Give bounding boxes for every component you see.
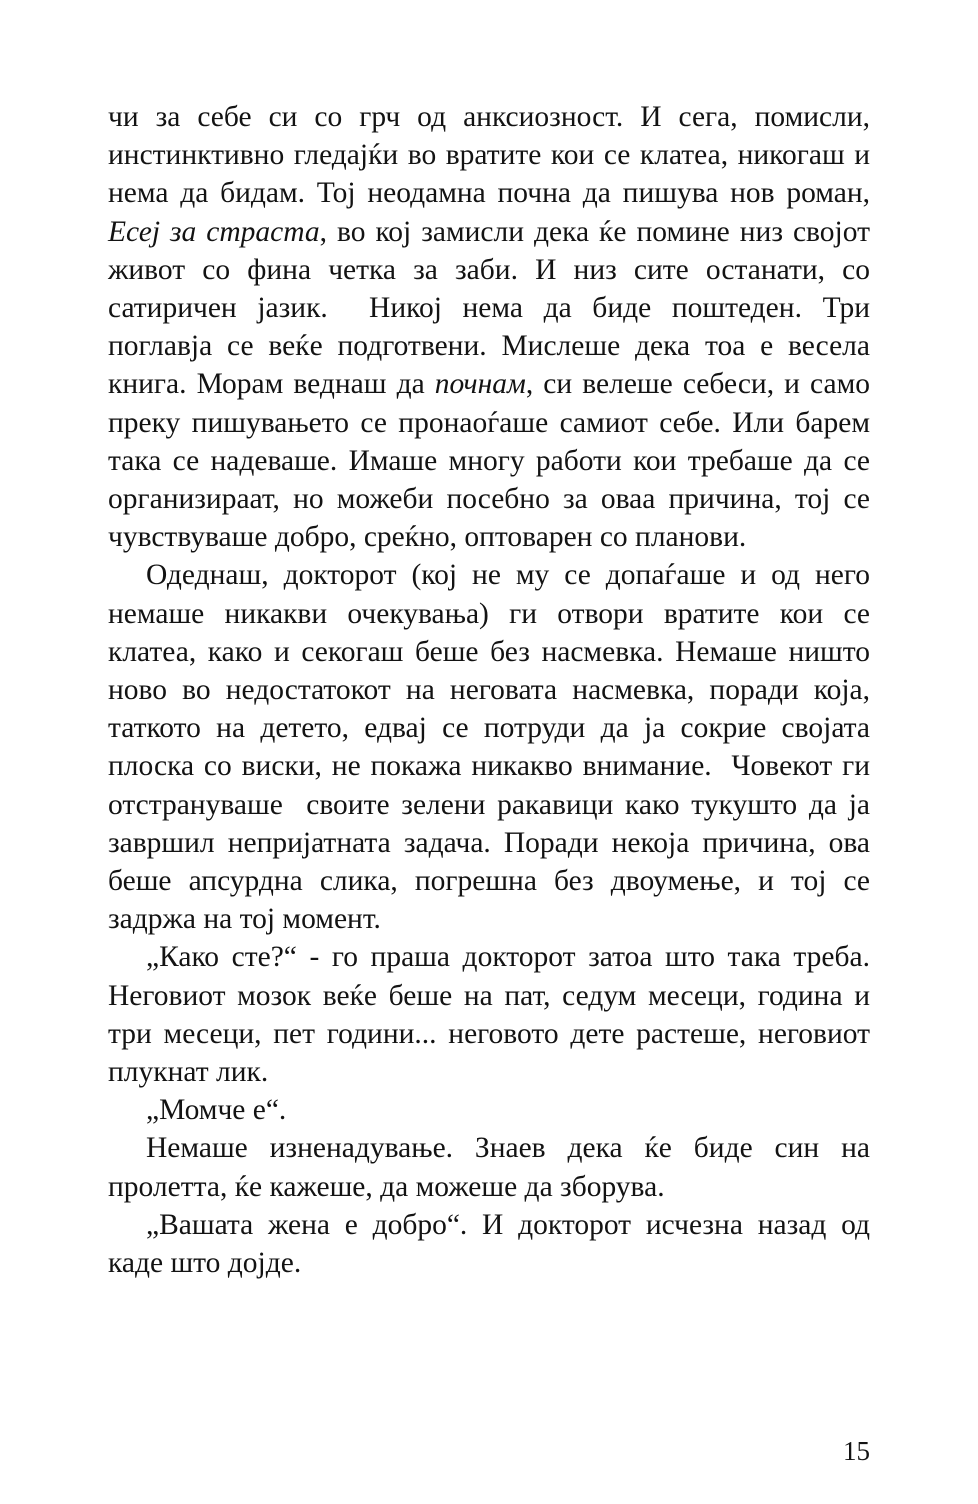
page-number: 15 xyxy=(843,1436,870,1466)
body-text: , си велеше себеси, и само преку пишувањето се пронаоѓаше самиот себе. Или барем така се надеваше. Имаше многу работи кои требаше да се организираат, но можеби посебно за оваа причина, тој се чувствуваше добро, среќно, оптоварен со планови. xyxy=(108,368,871,554)
body-text: , во кој замисли дека ќе помине низ својот живот со фина четка за заби. И низ сите останати, со сатиричен јазик. Никој нема да биде поштеден. Три поглавја се веќе подготвени. Мислеше дека тоа е весела книга. Морам веднаш да xyxy=(108,215,870,401)
paragraph-4 xyxy=(108,1091,870,1129)
body-text: „Момче е“. xyxy=(146,1094,287,1127)
paragraph-2 xyxy=(108,556,870,938)
paragraph-6 xyxy=(108,1206,870,1282)
paragraph-5 xyxy=(108,1129,870,1205)
body-text: Немаше изненадување. Знаев дека ќе биде син на пролетта, ќе кажеше, да можеше да зборува. xyxy=(108,1132,870,1203)
body-text: чи за себе си со грч од анксиозност. И сега, помисли, инстинктивно гледајќи во вратите кои се клатеа, никогаш и нема да бидам. Тој неодамна почна да пишува нов роман, xyxy=(108,101,870,210)
body-text-block xyxy=(108,98,870,1282)
emphasis-text: почнам xyxy=(434,368,526,401)
paragraph-3 xyxy=(108,938,870,1091)
body-text: „Како сте?“ - го праша докторот затоа што така треба. Неговиот мозок веќе беше на пат, седум месеци, година и три месеци, пет години... неговото дете растеше, неговиот плукнат лик. xyxy=(108,941,870,1089)
body-text: Одеднаш, докторот (кој не му се допаѓаше и од него немаше никакви очекувања) ги отвори вратите кои се клатеа, како и секогаш беше без насмевка. Немаше ништо ново во недостатокот на неговата насмевка, поради која, таткото на детето, едвај се потруди да ја сокрие својата плоска со виски, не покажа никакво внимание. Човекот ги отстрануваше своите зелени ракавици како тукушто да ја завршил непријатната задача. Поради некоја причина, ова беше апсурдна слика, погрешна без двоумење, и тој се задржа на тој момент. xyxy=(108,559,870,936)
paragraph-1 xyxy=(108,98,870,556)
body-text: „Вашата жена е добро“. И докторот исчезна назад од каде што дојде. xyxy=(108,1208,870,1280)
emphasis-text: Есеј за страста xyxy=(108,215,320,248)
